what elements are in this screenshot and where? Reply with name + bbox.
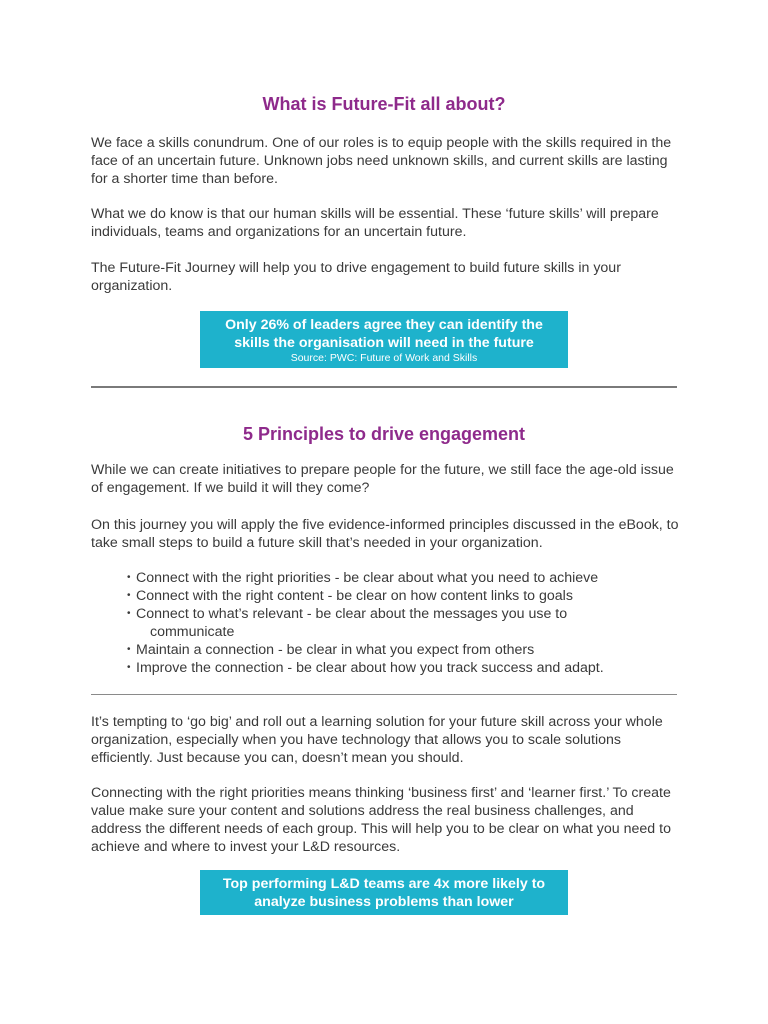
paragraph-future-fit-journey: The Future-Fit Journey will help you to drive engagement to build future skills in your organization. bbox=[91, 260, 621, 294]
section-title-future-fit: What is Future-Fit all about? bbox=[262, 94, 506, 114]
callout-source: Source: PWC: Future of Work and Skills bbox=[290, 352, 478, 364]
callout-line-2: analyze business problems than lower bbox=[254, 894, 514, 910]
list-item-priorities bbox=[127, 569, 687, 587]
callout-line-1: Only 26% of leaders agree they can identify the bbox=[225, 317, 543, 333]
list-item-content bbox=[127, 587, 687, 605]
bullet-icon: • bbox=[127, 662, 131, 673]
list-item-relevant bbox=[127, 605, 687, 641]
paragraph-five-principles: On this journey you will apply the five evidence-informed principles discussed in the eBook, to take small steps to build a future skill that’s needed in your organization. bbox=[91, 517, 679, 551]
list-item-text: Maintain a connection - be clear in what you expect from others bbox=[136, 642, 535, 658]
callout-ld-teams-statistic bbox=[200, 870, 568, 915]
section-divider bbox=[91, 386, 677, 388]
callout-line-1: Top performing L&D teams are 4x more likely to bbox=[222, 876, 546, 892]
principles-list bbox=[127, 569, 687, 677]
list-item-text: Improve the connection - be clear about how you track success and adapt. bbox=[136, 660, 604, 676]
callout-line-2: skills the organisation will need in the future bbox=[234, 335, 534, 351]
paragraph-engagement-issue: While we can create initiatives to prepare people for the future, we still face the age-old issue of engagement. If we build it will they come? bbox=[91, 462, 674, 496]
bullet-icon: • bbox=[127, 644, 131, 655]
list-item-text: Connect with the right content - be clear on how content links to goals bbox=[136, 588, 573, 604]
list-item-text: Connect to what’s relevant - be clear about the messages you use to bbox=[136, 606, 568, 622]
paragraph-right-priorities: Connecting with the right priorities means thinking ‘business first’ and ‘learner first.’ To create value make sure your content and solutions address the real business challenges, and address the different needs of each group. This will help you to be clear on what you need to achieve and where to invest your L&D resources. bbox=[91, 785, 671, 855]
paragraph-skills-conundrum: We face a skills conundrum. One of our roles is to equip people with the skills required in the face of an uncertain future. Unknown jobs need unknown skills, and current skills are lasting for a shorter time than before. bbox=[91, 135, 672, 187]
bullet-icon: • bbox=[127, 608, 131, 619]
list-item-text-continued: communicate bbox=[150, 624, 235, 640]
section-title-principles: 5 Principles to drive engagement bbox=[242, 424, 526, 444]
paragraph-human-skills: What we do know is that our human skills will be essential. These ‘future skills’ will prepare individuals, teams and organizations for an uncertain future. bbox=[91, 206, 659, 240]
section-divider bbox=[91, 694, 677, 695]
callout-leaders-statistic bbox=[200, 311, 568, 368]
list-item-text: Connect with the right priorities - be clear about what you need to achieve bbox=[136, 570, 599, 586]
bullet-icon: • bbox=[127, 590, 131, 601]
paragraph-go-big: It’s tempting to ‘go big’ and roll out a learning solution for your future skill across your whole organization, especially when you have technology that allows you to scale solutions efficiently. Just because you can, doesn’t mean you should. bbox=[91, 714, 663, 766]
list-item-maintain bbox=[127, 641, 687, 659]
bullet-icon: • bbox=[127, 572, 131, 583]
list-item-improve bbox=[127, 659, 687, 677]
